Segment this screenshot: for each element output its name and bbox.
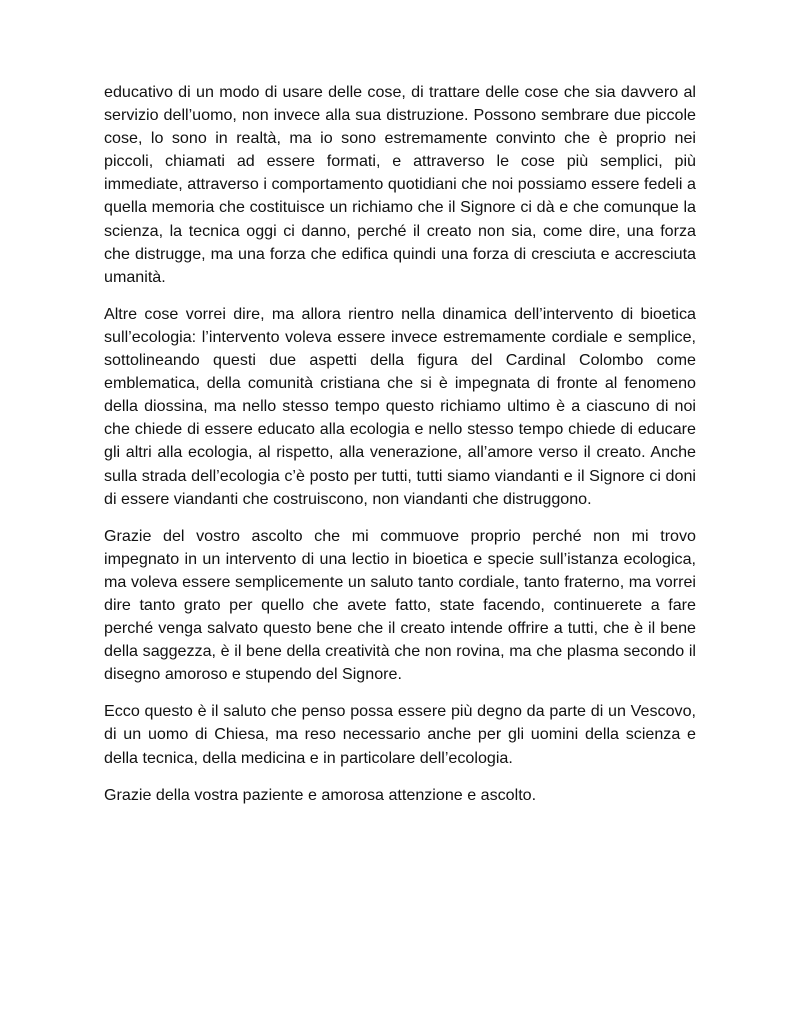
paragraph-5: Grazie della vostra paziente e amorosa attenzione e ascolto. [104,785,537,804]
paragraph-3: Grazie del vostro ascolto che mi commuove proprio perché non mi trovo impegnato in un intervento di una lectio in bioetica e specie sull’istanza ecologica, ma voleva essere semplicemente un saluto tanto cordiale, tanto fraterno, ma vorrei dire tanto grato per quello che avete fatto, state facendo, continuerete a fare perché venga salvato questo bene che il creato intende offrire a tutti, che è il bene della saggezza, è il bene della creatività che non rovina, ma che plasma secondo il disegno amoroso e stupendo del Signore. [104,526,696,684]
paragraph-2: Altre cose vorrei dire, ma allora rientro nella dinamica dell’intervento di bioetica sull’ecologia: l’intervento voleva essere invece estremamente cordiale e semplice, sottolineando questi due aspetti della figura del Cardinal Colombo come emblematica, della comunità cristiana che si è impegnata di fronte al fenomeno della diossina, ma nello stesso tempo questo richiamo ultimo è a ciascuno di noi che chiede di essere educato alla ecologia e nello stesso tempo chiede di educare gli altri alla ecologia, al rispetto, alla venerazione, all’amore verso il creato. Anche sulla strada dell’ecologia c’è posto per tutti, tutti siamo viandanti e il Signore ci doni di essere viandanti che costruiscono, non viandanti che distruggono. [104,304,696,508]
body-text [104,81,696,821]
paragraph-1: educativo di un modo di usare delle cose, di trattare delle cose che sia davvero al servizio dell’uomo, non invece alla sua distruzione. Possono sembrare due piccole cose, lo sono in realtà, ma io sono estremamente convinto che è proprio nei piccoli, chiamati ad essere formati, e attraverso le cose più semplici, più immediate, attraverso i comportamento quotidiani che noi possiamo essere fedeli a quella memoria che costituisce un richiamo che il Signore ci dà e che comunque la scienza, la tecnica oggi ci danno, perché il creato non sia, come dire, una forza che distrugge, ma una forza che edifica quindi una forza di cresciuta e accresciuta umanità. [104,83,696,286]
paragraph-4: Ecco questo è il saluto che penso possa essere più degno da parte di un Vescovo, di un uomo di Chiesa, ma reso necessario anche per gli uomini della scienza e della tecnica, della medicina e in particolare dell’ecologia. [104,702,696,767]
